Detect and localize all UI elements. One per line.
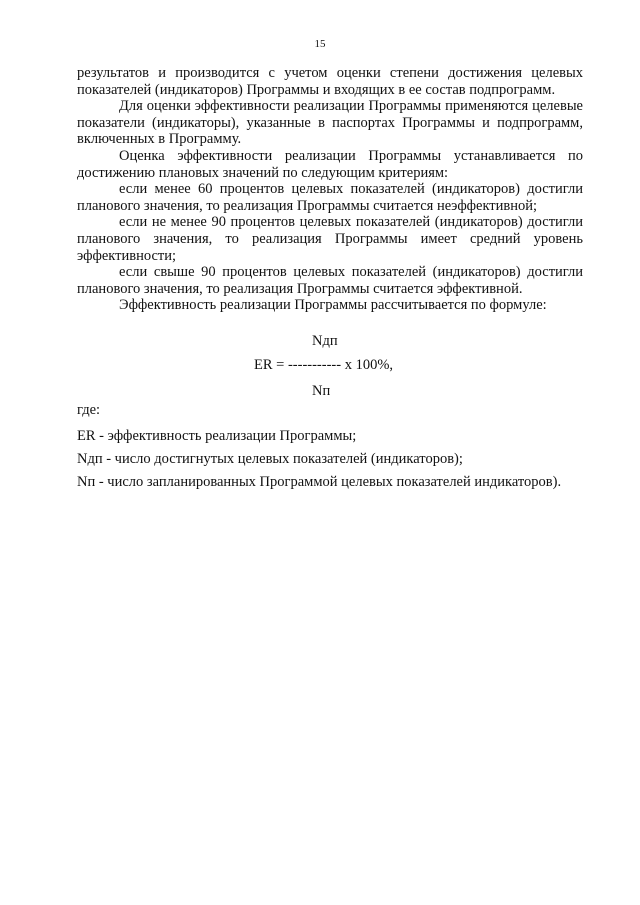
paragraph: если свыше 90 процентов целевых показателей (индикаторов) достигли планового значения, то реализация Программы считается эффективной. (77, 264, 583, 297)
formula-main: ER = ----------- х 100%, (254, 357, 394, 373)
where-label: где: (77, 402, 101, 418)
definition-er: ER - эффективность реализации Программы; (77, 428, 357, 444)
paragraph: если не менее 90 процентов целевых показателей (индикаторов) достигли планового значения, то реализация Программы имеет средний уровень эффективности; (77, 214, 583, 264)
formula-numerator: Nдп (312, 333, 338, 349)
paragraph: Оценка эффективности реализации Программы устанавливается по достижению плановых значений по следующим критериям: (77, 147, 583, 181)
paragraph: результатов и производится с учетом оценки степени достижения целевых показателей (индикаторов) Программы и входящих в ее состав подпрограмм. (77, 65, 583, 98)
paragraph: Для оценки эффективности реализации Программы применяются целевые показатели (индикаторы), указанные в паспортах Программы и подпрограмм, включенных в Программу. (77, 98, 583, 148)
formula-denominator: Nп (312, 383, 331, 399)
page-number: 15 (314, 38, 326, 50)
definition-np: Nп - число запланированных Программой целевых показателей индикаторов). (77, 474, 562, 490)
document-body (77, 65, 583, 314)
paragraph: если менее 60 процентов целевых показателей (индикаторов) достигли планового значения, то реализация Программы считается неэффективной; (77, 181, 583, 214)
paragraph: Эффективность реализации Программы рассчитывается по формуле: (119, 297, 547, 314)
definition-ndp: Nдп - число достигнутых целевых показателей (индикаторов); (77, 451, 463, 467)
